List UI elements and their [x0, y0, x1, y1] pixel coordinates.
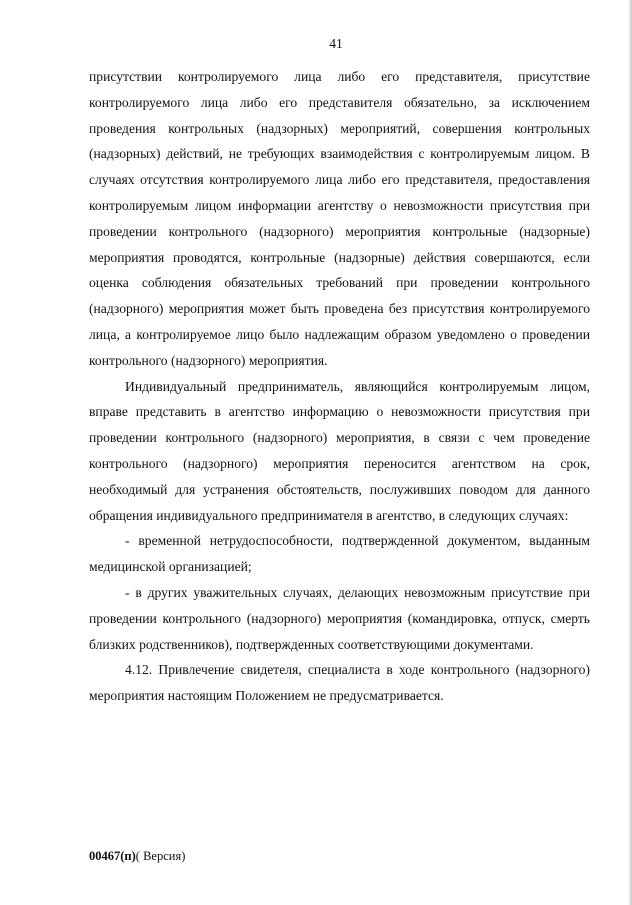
document-body: [89, 64, 590, 709]
version-label: ( Версия): [135, 849, 186, 863]
page-edge-shadow: [628, 0, 632, 905]
document-footer: [89, 849, 185, 864]
list-item-disability: - временной нетрудоспособности, подтвержденной документом, выданным медицинской организацией;: [89, 533, 590, 575]
document-code: 00467(п): [89, 849, 136, 863]
list-item-other-reasons: - в других уважительных случаях, делающих невозможным присутствие при проведении контрольного (надзорного) мероприятия (командировка, отпуск, смерть близких родственников), подтвержденных соответствующими документами.: [89, 584, 590, 652]
paragraph-continuation: присутствии контролируемого лица либо его представителя, присутствие контролируемого лица либо его представителя обязательно, за исключением проведения контрольных (надзорных) мероприятий, совершения контрольных (надзорных) действий, не требующих взаимодействия с контролируемым лицом. В случаях отсутствия контролируемого лица либо его представителя, предоставления контролируемым лицом информации агентству о невозможности присутствия при проведении контрольного (надзорного) мероприятия контрольные (надзорные) мероприятия проводятся, контрольные (надзорные) действия совершаются, если оценка соблюдения обязательных требований при проведении контрольного (надзорного) мероприятия может быть проведена без присутствия контролируемого лица, а контролируемое лицо было надлежащим образом уведомлено о проведении контрольного (надзорного) мероприятия.: [89, 69, 590, 368]
paragraph-entrepreneur: Индивидуальный предприниматель, являющийся контролируемым лицом, вправе представить в агентство информацию о невозможности присутствия при проведении контрольного (надзорного) мероприятия, в связи с чем проведение контрольного (надзорного) мероприятия переносится агентством на срок, необходимый для устранения обстоятельств, послуживших поводом для данного обращения индивидуального предпринимателя в агентство, в следующих случаях:: [89, 378, 590, 523]
page-number: 41: [329, 36, 343, 51]
paragraph-4-12: 4.12. Привлечение свидетеля, специалиста в ходе контрольного (надзорного) мероприятия настоящим Положением не предусматривается.: [89, 662, 590, 704]
